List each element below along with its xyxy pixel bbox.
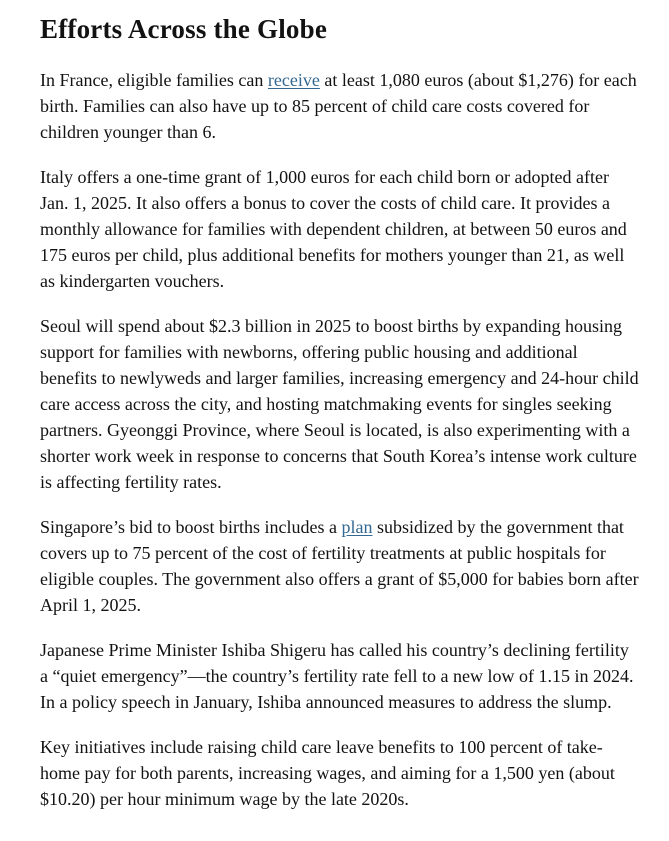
paragraph-text: Seoul will spend about $2.3 billion in 2025 to boost births by expanding housing support for families with newborns, offering public housing and additional benefits to newlyweds and larger families, increasing emergency and 24-hour child care access across the city, and hosting matchmaking events for singles seeking partners. Gyeonggi Province, where Seoul is located, is also experimenting with a shorter work week in response to concerns that South Korea’s intense work culture is affecting fertility rates. <box>40 316 639 492</box>
section-heading: Efforts Across the Globe <box>40 14 328 44</box>
paragraph-text: Japanese Prime Minister Ishiba Shigeru has called his country’s declining fertility a “quiet emergency”—the country’s fertility rate fell to a new low of 1.15 in 2024. In a policy speech in January, Ishiba announced measures to address the slump. <box>40 640 634 712</box>
paragraph <box>40 734 639 812</box>
paragraph-text: Singapore’s bid to boost births includes a <box>40 517 342 537</box>
inline-link-plan[interactable]: plan <box>341 517 373 537</box>
inline-link-receive[interactable]: receive <box>267 70 320 90</box>
paragraph-text: In France, eligible families can <box>40 70 268 90</box>
paragraph <box>40 637 639 715</box>
paragraph <box>40 164 639 294</box>
paragraph-text: Italy offers a one-time grant of 1,000 euros for each child born or adopted after Jan. 1, 2025. It also offers a bonus to cover the costs of child care. It provides a monthly allowance for families with dependent children, at between 50 euros and 175 euros per child, plus additional benefits for mothers younger than 21, as well as kindergarten vouchers. <box>40 167 627 291</box>
paragraph-text: subsidized by the government that covers up to 75 percent of the cost of fertility treatments at public hospitals for eligible couples. The government also offers a grant of $5,000 for babies born after April 1, 2025. <box>40 517 639 615</box>
paragraph <box>40 313 639 495</box>
paragraph <box>40 514 639 618</box>
paragraph-text: at least 1,080 euros (about $1,276) for each birth. Families can also have up to 85 percent of child care costs covered for children younger than 6. <box>40 70 637 142</box>
paragraph <box>40 67 639 145</box>
paragraph-text: Key initiatives include raising child care leave benefits to 100 percent of take-home pay for both parents, increasing wages, and aiming for a 1,500 yen (about $10.20) per hour minimum wage by the late 2020s. <box>40 737 615 809</box>
article-body <box>40 67 639 812</box>
